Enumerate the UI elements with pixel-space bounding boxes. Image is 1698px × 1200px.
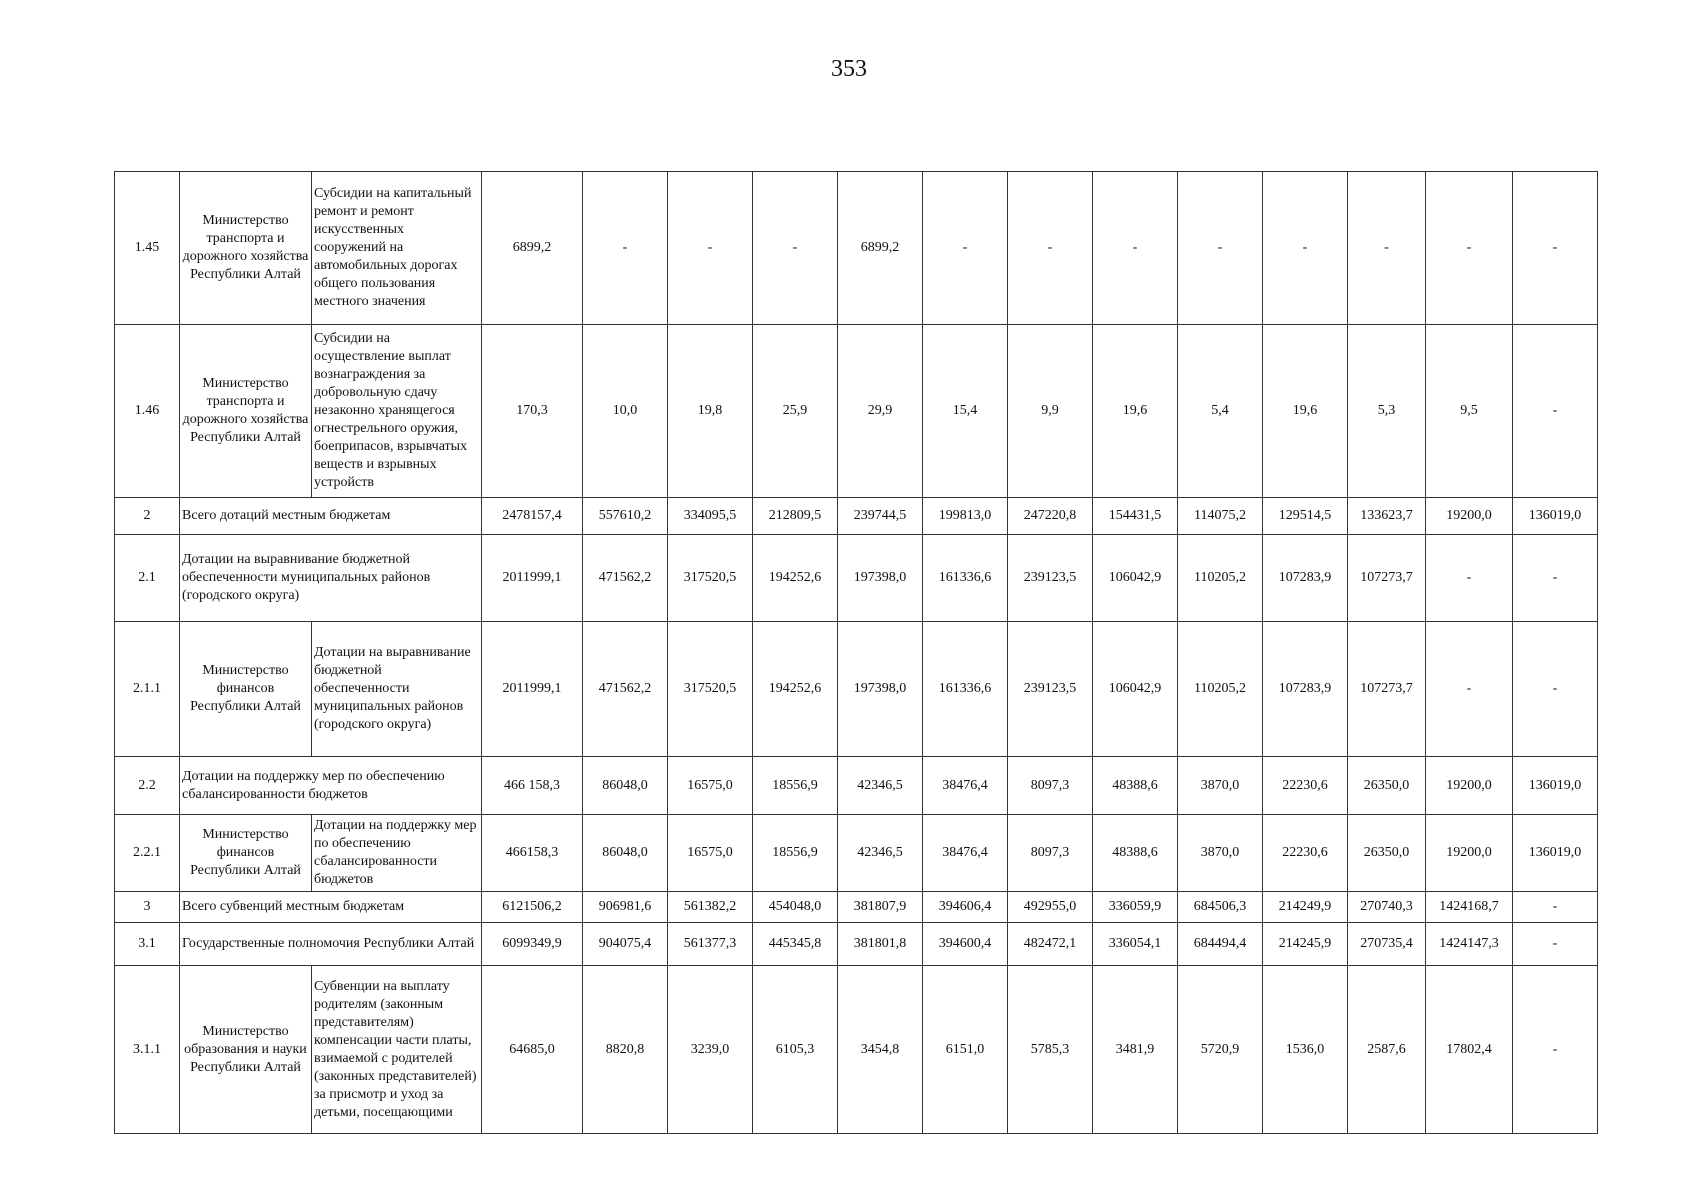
value-cell: 492955,0	[1008, 892, 1093, 923]
value-cell: 239744,5	[838, 498, 923, 535]
value-cell: 471562,2	[583, 622, 668, 757]
ministry-cell: Министерство финансов Республики Алтай	[180, 815, 312, 892]
ministry-cell: Министерство финансов Республики Алтай	[180, 622, 312, 757]
value-cell: -	[1513, 892, 1598, 923]
value-cell: 445345,8	[753, 923, 838, 966]
value-cell: 194252,6	[753, 535, 838, 622]
value-cell: 334095,5	[668, 498, 753, 535]
row-code-cell: 2.2.1	[115, 815, 180, 892]
value-cell: -	[1093, 172, 1178, 325]
value-cell: 19,6	[1263, 325, 1348, 498]
value-cell: 19200,0	[1426, 757, 1513, 815]
value-cell: 106042,9	[1093, 622, 1178, 757]
value-cell: 1536,0	[1263, 966, 1348, 1134]
value-cell: 38476,4	[923, 757, 1008, 815]
value-cell: 86048,0	[583, 815, 668, 892]
row-code-cell: 2.1	[115, 535, 180, 622]
value-cell: 107273,7	[1348, 535, 1426, 622]
value-cell: 22230,6	[1263, 815, 1348, 892]
ministry-cell: Министерство транспорта и дорожного хозяйства Республики Алтай	[180, 172, 312, 325]
value-cell: 8820,8	[583, 966, 668, 1134]
value-cell: 9,9	[1008, 325, 1093, 498]
table-row	[115, 325, 1598, 498]
value-cell: 161336,6	[923, 622, 1008, 757]
value-cell: 3870,0	[1178, 815, 1263, 892]
value-cell: 6099349,9	[482, 923, 583, 966]
value-cell: -	[1426, 535, 1513, 622]
value-cell: 3239,0	[668, 966, 753, 1134]
value-cell: 8097,3	[1008, 815, 1093, 892]
ministry-cell: Министерство транспорта и дорожного хозяйства Республики Алтай	[180, 325, 312, 498]
value-cell: -	[1426, 622, 1513, 757]
table-row	[115, 535, 1598, 622]
row-code-cell: 3	[115, 892, 180, 923]
item-name-cell: Государственные полномочия Республики Алтай	[180, 923, 482, 966]
value-cell: 154431,5	[1093, 498, 1178, 535]
value-cell: 5785,3	[1008, 966, 1093, 1134]
value-cell: 194252,6	[753, 622, 838, 757]
value-cell: 317520,5	[668, 535, 753, 622]
value-cell: -	[1426, 172, 1513, 325]
value-cell: -	[1513, 966, 1598, 1134]
value-cell: 336054,1	[1093, 923, 1178, 966]
value-cell: 106042,9	[1093, 535, 1178, 622]
table-row	[115, 498, 1598, 535]
value-cell: 557610,2	[583, 498, 668, 535]
ministry-cell: Министерство образования и науки Республики Алтай	[180, 966, 312, 1134]
value-cell: 22230,6	[1263, 757, 1348, 815]
value-cell: 25,9	[753, 325, 838, 498]
row-code-cell: 2	[115, 498, 180, 535]
value-cell: 3454,8	[838, 966, 923, 1134]
value-cell: 2011999,1	[482, 535, 583, 622]
value-cell: 3481,9	[1093, 966, 1178, 1134]
item-name-cell: Дотации на выравнивание бюджетной обеспеченности муниципальных районов (городского округа)	[312, 622, 482, 757]
value-cell: 107283,9	[1263, 622, 1348, 757]
value-cell: 6105,3	[753, 966, 838, 1134]
value-cell: 16575,0	[668, 815, 753, 892]
value-cell: 561382,2	[668, 892, 753, 923]
item-name-cell: Всего дотаций местным бюджетам	[180, 498, 482, 535]
value-cell: 8097,3	[1008, 757, 1093, 815]
value-cell: 466 158,3	[482, 757, 583, 815]
value-cell: 6151,0	[923, 966, 1008, 1134]
row-code-cell: 2.1.1	[115, 622, 180, 757]
row-code-cell: 3.1.1	[115, 966, 180, 1134]
value-cell: 10,0	[583, 325, 668, 498]
value-cell: 5,4	[1178, 325, 1263, 498]
value-cell: -	[1348, 172, 1426, 325]
item-name-cell: Субсидии на капитальный ремонт и ремонт искусственных сооружений на автомобильных дорогах общего пользования местного значения	[312, 172, 482, 325]
value-cell: 6121506,2	[482, 892, 583, 923]
value-cell: -	[1178, 172, 1263, 325]
value-cell: 19,8	[668, 325, 753, 498]
value-cell: 107273,7	[1348, 622, 1426, 757]
value-cell: 38476,4	[923, 815, 1008, 892]
value-cell: -	[1513, 923, 1598, 966]
value-cell: 129514,5	[1263, 498, 1348, 535]
table-row	[115, 172, 1598, 325]
table-row	[115, 815, 1598, 892]
value-cell: 5720,9	[1178, 966, 1263, 1134]
value-cell: 394606,4	[923, 892, 1008, 923]
value-cell: -	[1263, 172, 1348, 325]
value-cell: 18556,9	[753, 815, 838, 892]
value-cell: 48388,6	[1093, 815, 1178, 892]
value-cell: 19200,0	[1426, 498, 1513, 535]
value-cell: 64685,0	[482, 966, 583, 1134]
value-cell: 114075,2	[1178, 498, 1263, 535]
value-cell: -	[753, 172, 838, 325]
value-cell: 48388,6	[1093, 757, 1178, 815]
value-cell: 2478157,4	[482, 498, 583, 535]
budget-table	[114, 171, 1598, 1134]
value-cell: 6899,2	[838, 172, 923, 325]
row-code-cell: 1.46	[115, 325, 180, 498]
value-cell: 197398,0	[838, 622, 923, 757]
value-cell: 3870,0	[1178, 757, 1263, 815]
value-cell: 42346,5	[838, 815, 923, 892]
value-cell: 170,3	[482, 325, 583, 498]
value-cell: 270735,4	[1348, 923, 1426, 966]
value-cell: 15,4	[923, 325, 1008, 498]
table-row	[115, 923, 1598, 966]
value-cell: 26350,0	[1348, 757, 1426, 815]
value-cell: 394600,4	[923, 923, 1008, 966]
value-cell: 684506,3	[1178, 892, 1263, 923]
value-cell: 336059,9	[1093, 892, 1178, 923]
value-cell: 684494,4	[1178, 923, 1263, 966]
value-cell: 904075,4	[583, 923, 668, 966]
value-cell: 136019,0	[1513, 815, 1598, 892]
value-cell: 136019,0	[1513, 498, 1598, 535]
value-cell: 466158,3	[482, 815, 583, 892]
value-cell: 214245,9	[1263, 923, 1348, 966]
value-cell: 197398,0	[838, 535, 923, 622]
item-name-cell: Дотации на поддержку мер по обеспечению сбалансированности бюджетов	[180, 757, 482, 815]
value-cell: 2011999,1	[482, 622, 583, 757]
value-cell: 133623,7	[1348, 498, 1426, 535]
value-cell: -	[1513, 535, 1598, 622]
value-cell: 2587,6	[1348, 966, 1426, 1134]
value-cell: 482472,1	[1008, 923, 1093, 966]
value-cell: 199813,0	[923, 498, 1008, 535]
value-cell: -	[1513, 622, 1598, 757]
value-cell: 381807,9	[838, 892, 923, 923]
value-cell: 107283,9	[1263, 535, 1348, 622]
value-cell: 161336,6	[923, 535, 1008, 622]
table-row	[115, 892, 1598, 923]
value-cell: 239123,5	[1008, 535, 1093, 622]
table-row	[115, 966, 1598, 1134]
value-cell: 29,9	[838, 325, 923, 498]
table-row	[115, 757, 1598, 815]
value-cell: -	[583, 172, 668, 325]
row-code-cell: 3.1	[115, 923, 180, 966]
value-cell: 247220,8	[1008, 498, 1093, 535]
value-cell: 5,3	[1348, 325, 1426, 498]
value-cell: 42346,5	[838, 757, 923, 815]
value-cell: 86048,0	[583, 757, 668, 815]
value-cell: 1424147,3	[1426, 923, 1513, 966]
value-cell: 6899,2	[482, 172, 583, 325]
value-cell: -	[1513, 325, 1598, 498]
value-cell: 212809,5	[753, 498, 838, 535]
value-cell: -	[668, 172, 753, 325]
value-cell: 561377,3	[668, 923, 753, 966]
row-code-cell: 2.2	[115, 757, 180, 815]
value-cell: 110205,2	[1178, 535, 1263, 622]
table-row	[115, 622, 1598, 757]
value-cell: 110205,2	[1178, 622, 1263, 757]
row-code-cell: 1.45	[115, 172, 180, 325]
value-cell: 19200,0	[1426, 815, 1513, 892]
value-cell: 18556,9	[753, 757, 838, 815]
value-cell: 9,5	[1426, 325, 1513, 498]
value-cell: 454048,0	[753, 892, 838, 923]
value-cell: 16575,0	[668, 757, 753, 815]
item-name-cell: Дотации на выравнивание бюджетной обеспеченности муниципальных районов (городского округа)	[180, 535, 482, 622]
value-cell: -	[1008, 172, 1093, 325]
value-cell: 317520,5	[668, 622, 753, 757]
item-name-cell: Дотации на поддержку мер по обеспечению сбалансированности бюджетов	[312, 815, 482, 892]
value-cell: 381801,8	[838, 923, 923, 966]
value-cell: 1424168,7	[1426, 892, 1513, 923]
value-cell: 26350,0	[1348, 815, 1426, 892]
value-cell: 471562,2	[583, 535, 668, 622]
item-name-cell: Всего субвенций местным бюджетам	[180, 892, 482, 923]
value-cell: 239123,5	[1008, 622, 1093, 757]
page-number: 353	[831, 56, 867, 82]
value-cell: -	[923, 172, 1008, 325]
value-cell: 214249,9	[1263, 892, 1348, 923]
value-cell: 270740,3	[1348, 892, 1426, 923]
item-name-cell: Субсидии на осуществление выплат вознаграждения за добровольную сдачу незаконно хранящегося огнестрельного оружия, боеприпасов, взрывчатых веществ и взрывных устройств	[312, 325, 482, 498]
item-name-cell: Субвенции на выплату родителям (законным представителям) компенсации части платы, взимаемой с родителей (законных представителей) за присмотр и уход за детьми, посещающими	[312, 966, 482, 1134]
value-cell: 906981,6	[583, 892, 668, 923]
value-cell: -	[1513, 172, 1598, 325]
value-cell: 19,6	[1093, 325, 1178, 498]
value-cell: 136019,0	[1513, 757, 1598, 815]
value-cell: 17802,4	[1426, 966, 1513, 1134]
